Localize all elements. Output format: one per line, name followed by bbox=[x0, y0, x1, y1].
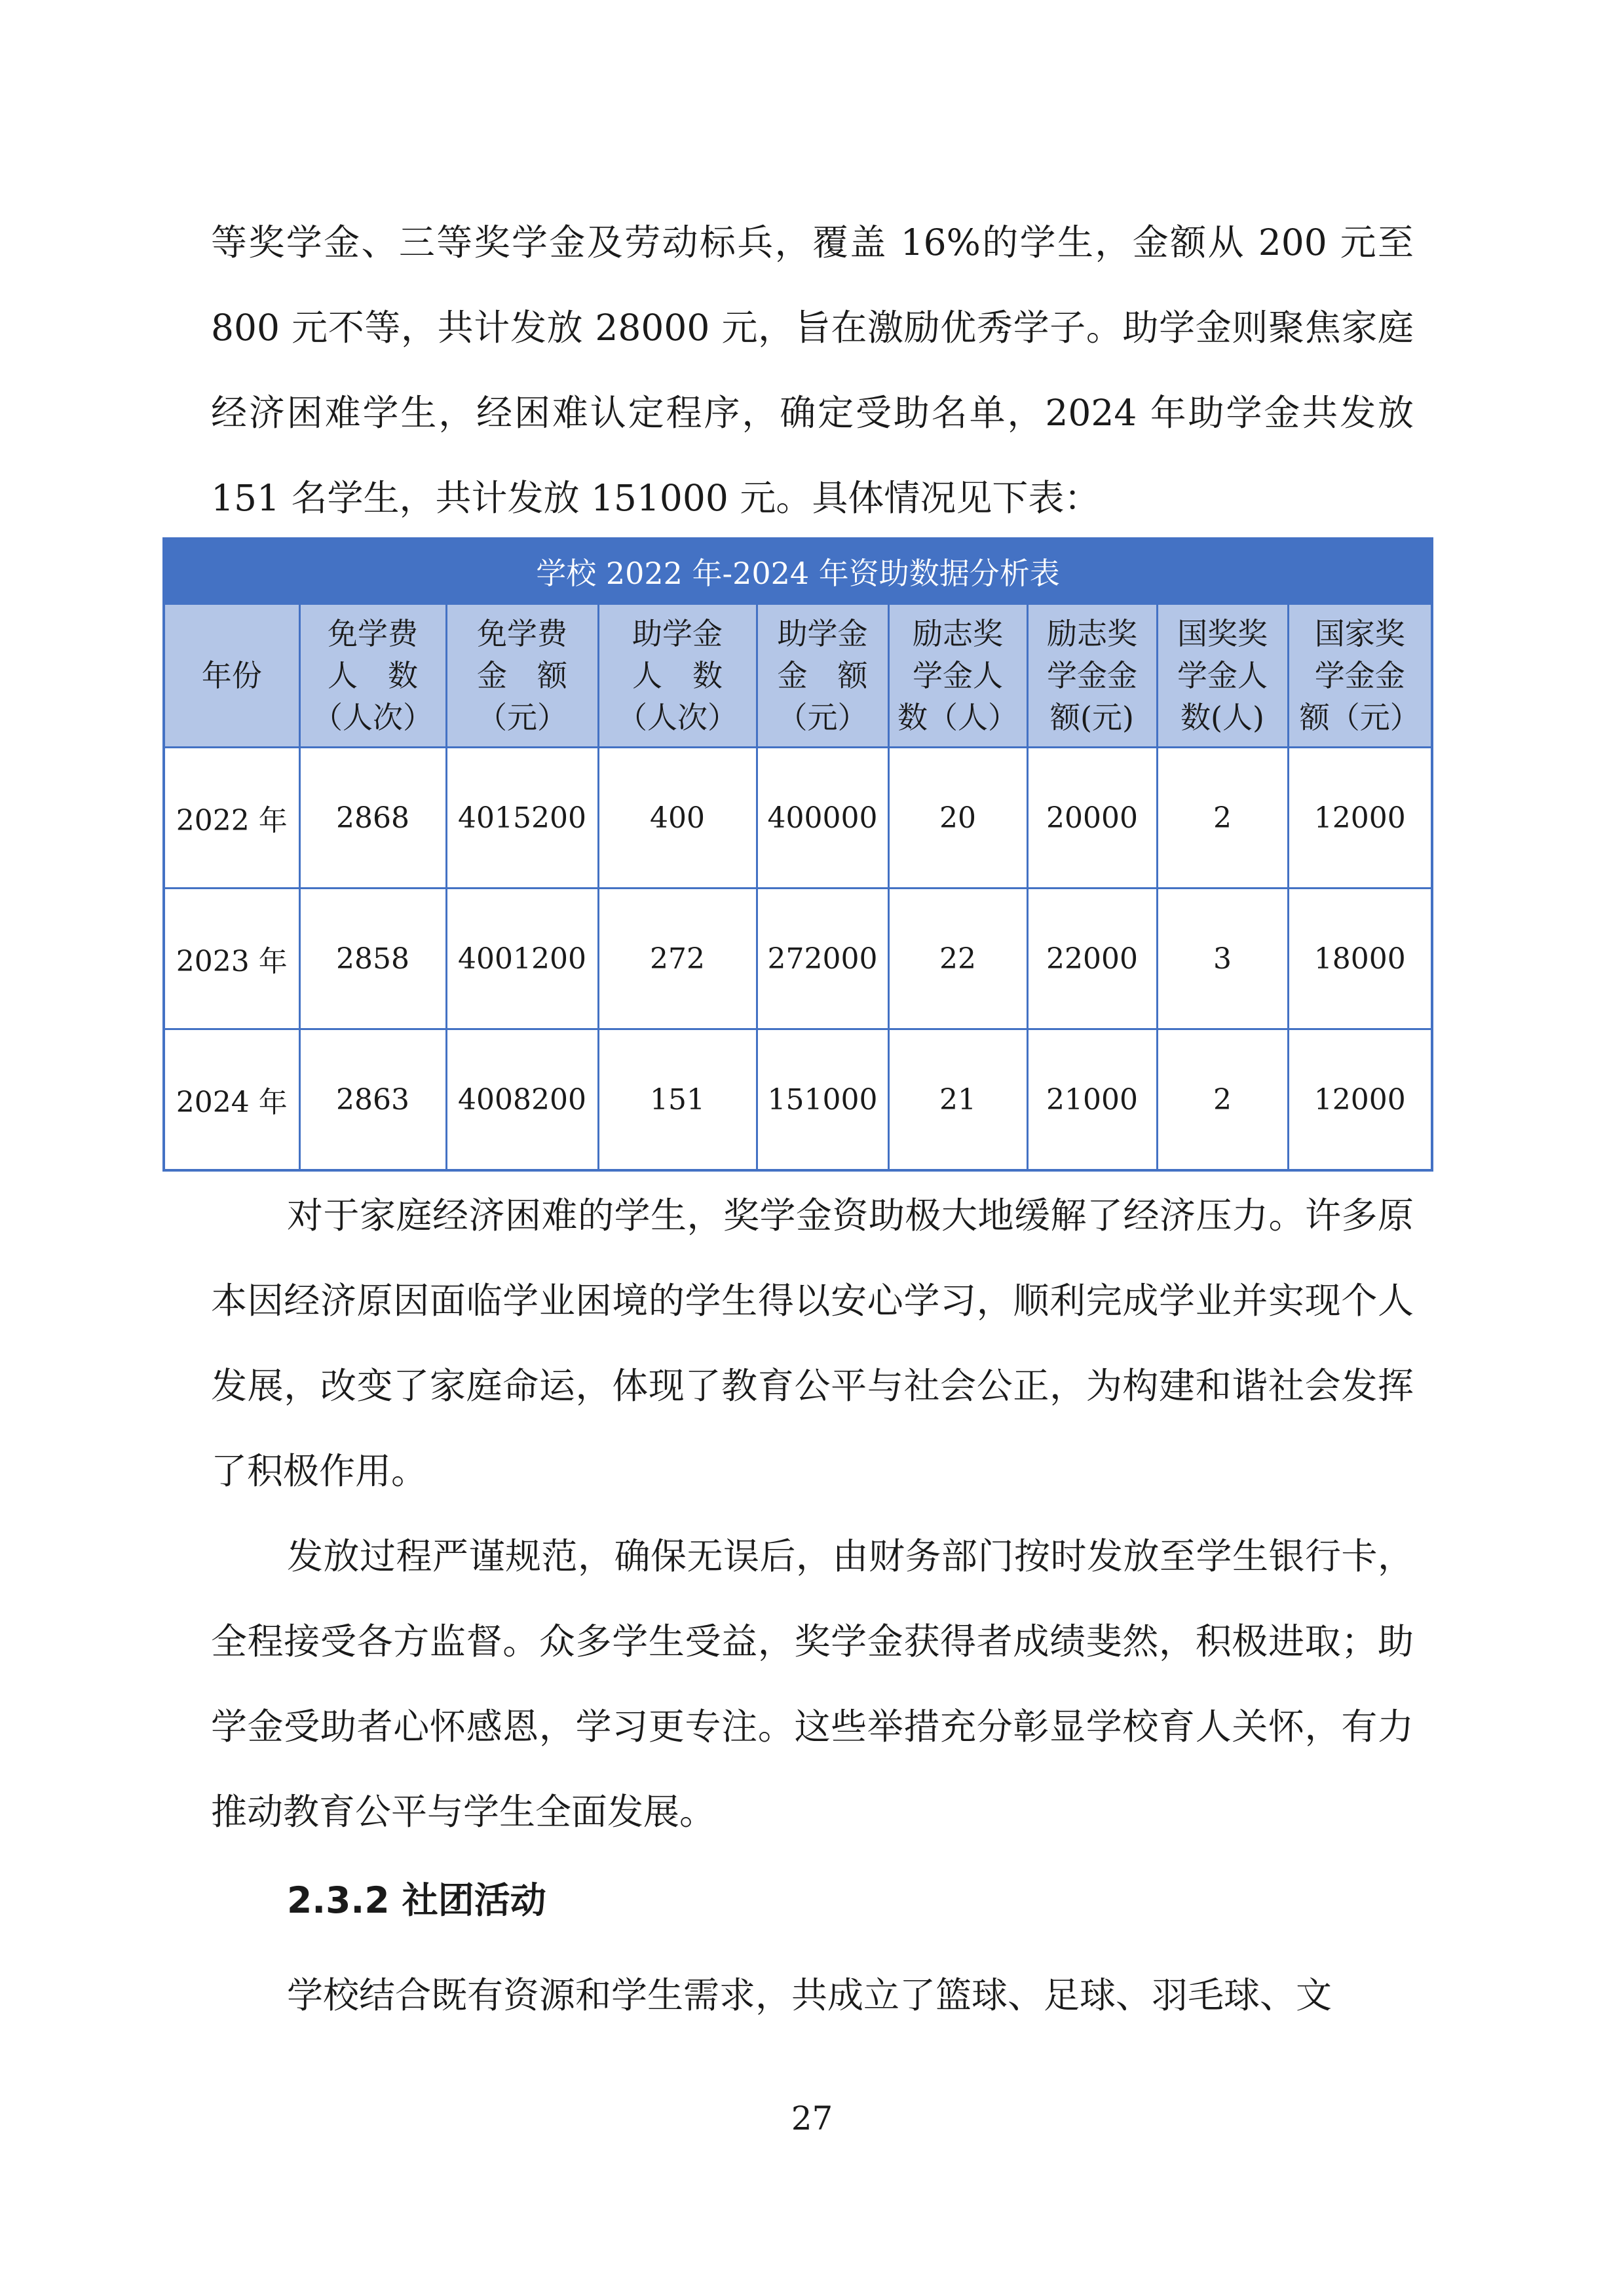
table-cell: 12000 bbox=[1288, 1029, 1432, 1171]
section-heading: 2.3.2 社团活动 bbox=[287, 1879, 546, 1921]
table-cell: 21000 bbox=[1027, 1029, 1157, 1171]
table-cell: 20000 bbox=[1027, 748, 1157, 889]
table-cell: 2863 bbox=[299, 1029, 446, 1171]
table-cell: 2858 bbox=[299, 889, 446, 1029]
aid-data-table bbox=[162, 537, 1433, 1172]
table-cell: 2868 bbox=[299, 748, 446, 889]
table-caption-row bbox=[164, 539, 1432, 604]
header-grant-amount: 助学金 金 额 （元） bbox=[757, 604, 888, 748]
table-cell: 12000 bbox=[1288, 748, 1432, 889]
table-cell: 400 bbox=[598, 748, 757, 889]
table-cell: 4015200 bbox=[446, 748, 598, 889]
table-cell: 151 bbox=[598, 1029, 757, 1171]
header-tuition-free-count: 免学费 人 数 （人次） bbox=[299, 604, 446, 748]
table-cell: 22 bbox=[888, 889, 1027, 1029]
header-year: 年份 bbox=[164, 604, 299, 748]
table-row bbox=[164, 748, 1432, 889]
table-cell: 4008200 bbox=[446, 1029, 598, 1171]
header-tuition-free-amount: 免学费 金 额 （元） bbox=[446, 604, 598, 748]
table-cell: 2024 年 bbox=[164, 1029, 299, 1171]
table-cell: 18000 bbox=[1288, 889, 1432, 1029]
table-row bbox=[164, 1029, 1432, 1171]
table-cell: 3 bbox=[1157, 889, 1288, 1029]
table-cell: 2022 年 bbox=[164, 748, 299, 889]
header-inspiration-count: 励志奖 学金人 数（人） bbox=[888, 604, 1027, 748]
paragraph-economic-relief: 对于家庭经济困难的学生，奖学金资助极大地缓解了经济压力。许多原本因经济原因面临学业困境的学生得以安心学习，顺利完成学业并实现个人发展，改变了家庭命运，体现了教育公平与社会公正，为构建和谐社会发挥了积极作用。 bbox=[211, 1195, 1414, 1492]
table-cell: 21 bbox=[888, 1029, 1027, 1171]
table-cell: 22000 bbox=[1027, 889, 1157, 1029]
table-cell: 400000 bbox=[757, 748, 888, 889]
table-cell: 4001200 bbox=[446, 889, 598, 1029]
table-cell: 20 bbox=[888, 748, 1027, 889]
table-cell: 151000 bbox=[757, 1029, 888, 1171]
header-national-amount: 国家奖 学金金 额（元） bbox=[1288, 604, 1432, 748]
header-inspiration-amount: 励志奖 学金金 额(元) bbox=[1027, 604, 1157, 748]
table-cell: 272 bbox=[598, 889, 757, 1029]
page-number: 27 bbox=[791, 2099, 833, 2137]
table-cell: 2 bbox=[1157, 1029, 1288, 1171]
header-national-count: 国奖奖 学金人 数(人) bbox=[1157, 604, 1288, 748]
table-caption: 学校 2022 年-2024 年资助数据分析表 bbox=[164, 539, 1432, 604]
table-row bbox=[164, 889, 1432, 1029]
table-header-row bbox=[164, 604, 1432, 748]
table-cell: 272000 bbox=[757, 889, 888, 1029]
paragraph-scholarship-summary: 等奖学金、三等奖学金及劳动标兵，覆盖 16%的学生，金额从 200 元至 800 元不等，共计发放 28000 元，旨在激励优秀学子。助学金则聚焦家庭经济困难学生，经困难认定程序，确定受助名单，2024 年助学金共发放 151 名学生，共计发放 151000 元。具体情况见下表： bbox=[211, 221, 1414, 519]
header-grant-count: 助学金 人 数 （人次） bbox=[598, 604, 757, 748]
paragraph-clubs: 学校结合既有资源和学生需求，共成立了篮球、足球、羽毛球、文 bbox=[287, 1974, 1332, 2016]
table-cell: 2 bbox=[1157, 748, 1288, 889]
table-cell: 2023 年 bbox=[164, 889, 299, 1029]
paragraph-distribution-process: 发放过程严谨规范，确保无误后，由财务部门按时发放至学生银行卡，全程接受各方监督。众多学生受益，奖学金获得者成绩斐然，积极进取；助学金受助者心怀感恩，学习更专注。这些举措充分彰显学校育人关怀，有力推动教育公平与学生全面发展。 bbox=[211, 1535, 1414, 1833]
